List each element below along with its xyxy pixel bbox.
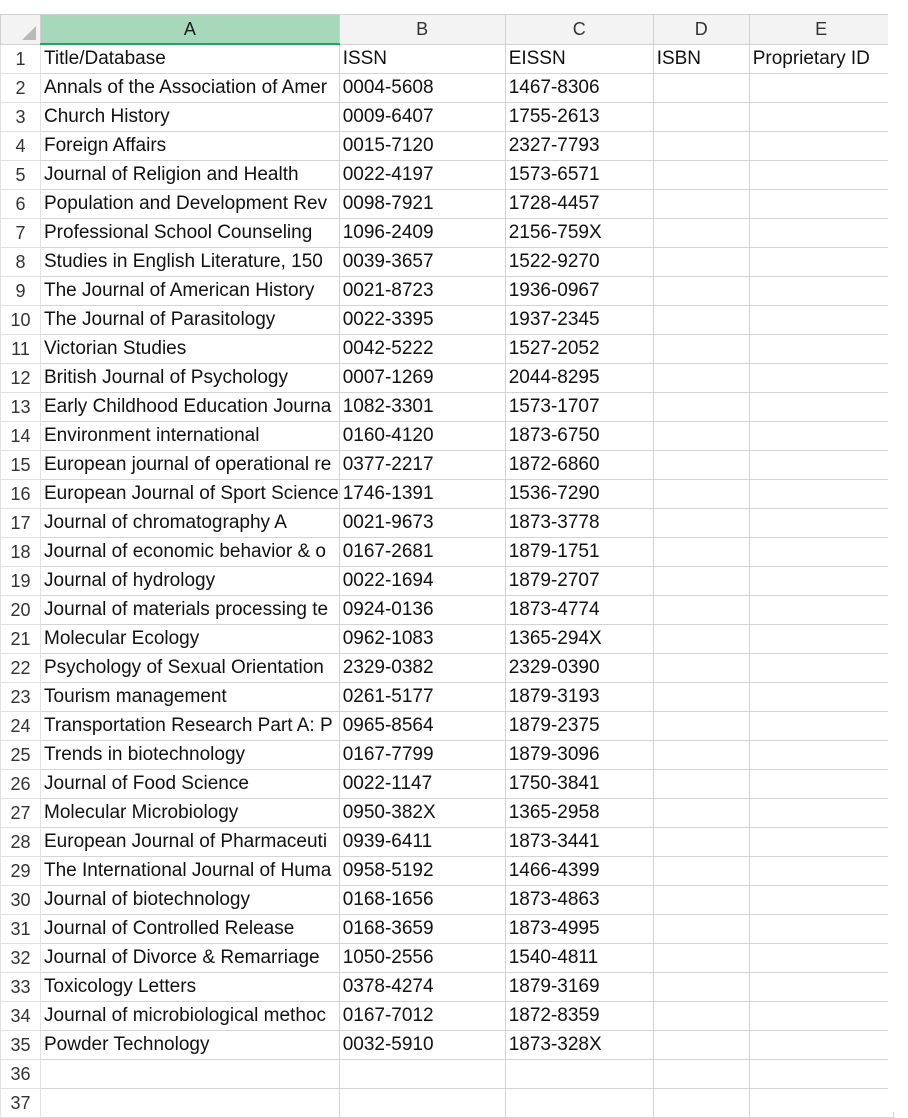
cell-e7[interactable] (749, 219, 893, 248)
cell-a15[interactable]: European journal of operational re (41, 451, 340, 480)
cell-d5[interactable] (653, 161, 749, 190)
cell-c37[interactable] (505, 1089, 653, 1118)
cell-b21[interactable]: 0962-1083 (339, 625, 505, 654)
cell-c18[interactable]: 1879-1751 (505, 538, 653, 567)
cell-c17[interactable]: 1873-3778 (505, 509, 653, 538)
cell-b4[interactable]: 0015-7120 (339, 132, 505, 161)
cell-a22[interactable]: Psychology of Sexual Orientation (41, 654, 340, 683)
cell-a11[interactable]: Victorian Studies (41, 335, 340, 364)
table-row (1, 973, 894, 1002)
cell-a35[interactable]: Powder Technology (41, 1031, 340, 1060)
table-row (1, 190, 894, 219)
cell-a7[interactable]: Professional School Counseling (41, 219, 340, 248)
cell-c8[interactable]: 1522-9270 (505, 248, 653, 277)
cell-c36[interactable] (505, 1060, 653, 1089)
cell-c4[interactable]: 2327-7793 (505, 132, 653, 161)
cell-b7[interactable]: 1096-2409 (339, 219, 505, 248)
cell-b8[interactable]: 0039-3657 (339, 248, 505, 277)
cell-c32[interactable]: 1540-4811 (505, 944, 653, 973)
table-row (1, 654, 894, 683)
cell-c7[interactable]: 2156-759X (505, 219, 653, 248)
cell-d27[interactable] (653, 799, 749, 828)
cell-e36[interactable] (749, 1060, 893, 1089)
cell-d13[interactable] (653, 393, 749, 422)
cell-c3[interactable]: 1755-2613 (505, 103, 653, 132)
cell-e9[interactable] (749, 277, 893, 306)
cell-e6[interactable] (749, 190, 893, 219)
table-row (1, 277, 894, 306)
cell-a25[interactable]: Trends in biotechnology (41, 741, 340, 770)
table-row (1, 306, 894, 335)
row-header[interactable]: 12 (1, 364, 41, 393)
cell-a12[interactable]: British Journal of Psychology (41, 364, 340, 393)
cell-d35[interactable] (653, 1031, 749, 1060)
row-header[interactable]: 11 (1, 335, 41, 364)
cell-a3[interactable]: Church History (41, 103, 340, 132)
cell-d9[interactable] (653, 277, 749, 306)
cell-e30[interactable] (749, 886, 893, 915)
cell-c31[interactable]: 1873-4995 (505, 915, 653, 944)
row-header[interactable]: 34 (1, 1002, 41, 1031)
cell-b15[interactable]: 0377-2217 (339, 451, 505, 480)
cell-e5[interactable] (749, 161, 893, 190)
cell-b24[interactable]: 0965-8564 (339, 712, 505, 741)
cell-d10[interactable] (653, 306, 749, 335)
cell-b37[interactable] (339, 1089, 505, 1118)
table-row (1, 596, 894, 625)
table-row (1, 799, 894, 828)
cell-b16[interactable]: 1746-1391 (339, 480, 505, 509)
cell-b6[interactable]: 0098-7921 (339, 190, 505, 219)
cell-c34[interactable]: 1872-8359 (505, 1002, 653, 1031)
row-header[interactable]: 22 (1, 654, 41, 683)
column-header-a[interactable]: A (41, 15, 340, 45)
cell-c2[interactable]: 1467-8306 (505, 74, 653, 103)
cell-a23[interactable]: Tourism management (41, 683, 340, 712)
cell-a27[interactable]: Molecular Microbiology (41, 799, 340, 828)
table-row (1, 567, 894, 596)
cell-a5[interactable]: Journal of Religion and Health (41, 161, 340, 190)
cell-c20[interactable]: 1873-4774 (505, 596, 653, 625)
cell-e22[interactable] (749, 654, 893, 683)
cell-b36[interactable] (339, 1060, 505, 1089)
cell-d32[interactable] (653, 944, 749, 973)
table-row (1, 741, 894, 770)
cell-e32[interactable] (749, 944, 893, 973)
cell-d26[interactable] (653, 770, 749, 799)
cell-e27[interactable] (749, 799, 893, 828)
cell-c19[interactable]: 1879-2707 (505, 567, 653, 596)
cell-e17[interactable] (749, 509, 893, 538)
table-row (1, 1089, 894, 1118)
row-header[interactable]: 14 (1, 422, 41, 451)
row-header[interactable]: 31 (1, 915, 41, 944)
row-header[interactable]: 25 (1, 741, 41, 770)
cell-a17[interactable]: Journal of chromatography A (41, 509, 340, 538)
cell-e3[interactable] (749, 103, 893, 132)
cell-b33[interactable]: 0378-4274 (339, 973, 505, 1002)
cell-b28[interactable]: 0939-6411 (339, 828, 505, 857)
cell-e13[interactable] (749, 393, 893, 422)
row-header[interactable]: 9 (1, 277, 41, 306)
cell-a29[interactable]: The International Journal of Huma (41, 857, 340, 886)
cell-e8[interactable] (749, 248, 893, 277)
cell-a6[interactable]: Population and Development Rev (41, 190, 340, 219)
row-header[interactable]: 28 (1, 828, 41, 857)
cell-d36[interactable] (653, 1060, 749, 1089)
cell-a34[interactable]: Journal of microbiological methoc (41, 1002, 340, 1031)
cell-b22[interactable]: 2329-0382 (339, 654, 505, 683)
cell-b14[interactable]: 0160-4120 (339, 422, 505, 451)
cell-b1[interactable]: ISSN (339, 44, 505, 74)
cell-b10[interactable]: 0022-3395 (339, 306, 505, 335)
cell-a10[interactable]: The Journal of Parasitology (41, 306, 340, 335)
cell-d14[interactable] (653, 422, 749, 451)
cell-c24[interactable]: 1879-2375 (505, 712, 653, 741)
cell-a20[interactable]: Journal of materials processing te (41, 596, 340, 625)
cell-d34[interactable] (653, 1002, 749, 1031)
cell-a30[interactable]: Journal of biotechnology (41, 886, 340, 915)
cell-e26[interactable] (749, 770, 893, 799)
cell-d3[interactable] (653, 103, 749, 132)
cell-e12[interactable] (749, 364, 893, 393)
cell-d29[interactable] (653, 857, 749, 886)
row-header[interactable]: 3 (1, 103, 41, 132)
table-row (1, 1031, 894, 1060)
cell-d8[interactable] (653, 248, 749, 277)
cell-d16[interactable] (653, 480, 749, 509)
cell-d7[interactable] (653, 219, 749, 248)
table-row (1, 915, 894, 944)
cell-d1[interactable]: ISBN (653, 44, 749, 74)
sheet-table (0, 14, 894, 1118)
row-header[interactable]: 23 (1, 683, 41, 712)
cell-d24[interactable] (653, 712, 749, 741)
row-header[interactable]: 2 (1, 74, 41, 103)
cell-e20[interactable] (749, 596, 893, 625)
table-row (1, 132, 894, 161)
cell-c14[interactable]: 1873-6750 (505, 422, 653, 451)
table-row (1, 248, 894, 277)
cell-c30[interactable]: 1873-4863 (505, 886, 653, 915)
row-header[interactable]: 8 (1, 248, 41, 277)
cell-a28[interactable]: European Journal of Pharmaceuti (41, 828, 340, 857)
table-row (1, 770, 894, 799)
cell-e33[interactable] (749, 973, 893, 1002)
cell-d33[interactable] (653, 973, 749, 1002)
cell-e19[interactable] (749, 567, 893, 596)
cell-e24[interactable] (749, 712, 893, 741)
cell-e10[interactable] (749, 306, 893, 335)
table-row (1, 712, 894, 741)
cell-c23[interactable]: 1879-3193 (505, 683, 653, 712)
row-header[interactable]: 32 (1, 944, 41, 973)
cell-d15[interactable] (653, 451, 749, 480)
cell-d23[interactable] (653, 683, 749, 712)
row-header[interactable]: 30 (1, 886, 41, 915)
row-header[interactable]: 15 (1, 451, 41, 480)
cell-e1[interactable]: Proprietary ID (749, 44, 893, 74)
table-row (1, 364, 894, 393)
row-header[interactable]: 37 (1, 1089, 41, 1118)
cell-d30[interactable] (653, 886, 749, 915)
cell-b29[interactable]: 0958-5192 (339, 857, 505, 886)
cell-c16[interactable]: 1536-7290 (505, 480, 653, 509)
cell-d19[interactable] (653, 567, 749, 596)
cell-d21[interactable] (653, 625, 749, 654)
cell-b32[interactable]: 1050-2556 (339, 944, 505, 973)
table-row (1, 103, 894, 132)
cell-c25[interactable]: 1879-3096 (505, 741, 653, 770)
table-row (1, 538, 894, 567)
cell-grid (0, 14, 908, 1112)
cell-b3[interactable]: 0009-6407 (339, 103, 505, 132)
cell-c10[interactable]: 1937-2345 (505, 306, 653, 335)
row-header[interactable]: 5 (1, 161, 41, 190)
row-header[interactable]: 6 (1, 190, 41, 219)
cell-b18[interactable]: 0167-2681 (339, 538, 505, 567)
cell-e11[interactable] (749, 335, 893, 364)
cell-d37[interactable] (653, 1089, 749, 1118)
row-header[interactable]: 27 (1, 799, 41, 828)
table-row (1, 44, 894, 74)
cell-c35[interactable]: 1873-328X (505, 1031, 653, 1060)
row-header[interactable]: 4 (1, 132, 41, 161)
cell-e28[interactable] (749, 828, 893, 857)
row-header[interactable]: 18 (1, 538, 41, 567)
cell-a18[interactable]: Journal of economic behavior & o (41, 538, 340, 567)
table-row (1, 886, 894, 915)
cell-e16[interactable] (749, 480, 893, 509)
cell-e31[interactable] (749, 915, 893, 944)
cell-c26[interactable]: 1750-3841 (505, 770, 653, 799)
cell-b27[interactable]: 0950-382X (339, 799, 505, 828)
cell-d18[interactable] (653, 538, 749, 567)
column-header-c[interactable]: C (505, 15, 653, 45)
row-header[interactable]: 13 (1, 393, 41, 422)
table-row (1, 625, 894, 654)
cell-d25[interactable] (653, 741, 749, 770)
cell-c9[interactable]: 1936-0967 (505, 277, 653, 306)
cell-e21[interactable] (749, 625, 893, 654)
cell-a14[interactable]: Environment international (41, 422, 340, 451)
cell-b35[interactable]: 0032-5910 (339, 1031, 505, 1060)
cell-c5[interactable]: 1573-6571 (505, 161, 653, 190)
cell-b23[interactable]: 0261-5177 (339, 683, 505, 712)
cell-d12[interactable] (653, 364, 749, 393)
cell-b9[interactable]: 0021-8723 (339, 277, 505, 306)
cell-b25[interactable]: 0167-7799 (339, 741, 505, 770)
cell-e15[interactable] (749, 451, 893, 480)
cell-d22[interactable] (653, 654, 749, 683)
sheet-edge (888, 14, 908, 1112)
cell-e34[interactable] (749, 1002, 893, 1031)
cell-a31[interactable]: Journal of Controlled Release (41, 915, 340, 944)
cell-a21[interactable]: Molecular Ecology (41, 625, 340, 654)
cell-c27[interactable]: 1365-2958 (505, 799, 653, 828)
cell-d17[interactable] (653, 509, 749, 538)
cell-e29[interactable] (749, 857, 893, 886)
table-row (1, 509, 894, 538)
cell-a2[interactable]: Annals of the Association of Amer (41, 74, 340, 103)
cell-d20[interactable] (653, 596, 749, 625)
cell-b20[interactable]: 0924-0136 (339, 596, 505, 625)
cell-c12[interactable]: 2044-8295 (505, 364, 653, 393)
select-all-corner[interactable] (1, 15, 41, 45)
cell-c33[interactable]: 1879-3169 (505, 973, 653, 1002)
row-header[interactable]: 24 (1, 712, 41, 741)
row-header[interactable]: 10 (1, 306, 41, 335)
row-header[interactable]: 1 (1, 44, 41, 74)
cell-e37[interactable] (749, 1089, 893, 1118)
cell-b17[interactable]: 0021-9673 (339, 509, 505, 538)
cell-c11[interactable]: 1527-2052 (505, 335, 653, 364)
column-header-row (1, 15, 894, 45)
cell-e14[interactable] (749, 422, 893, 451)
table-row (1, 1002, 894, 1031)
row-header[interactable]: 36 (1, 1060, 41, 1089)
table-row (1, 857, 894, 886)
column-header-b[interactable]: B (339, 15, 505, 45)
cell-d6[interactable] (653, 190, 749, 219)
cell-e18[interactable] (749, 538, 893, 567)
table-row (1, 335, 894, 364)
table-row (1, 828, 894, 857)
cell-c13[interactable]: 1573-1707 (505, 393, 653, 422)
cell-d11[interactable] (653, 335, 749, 364)
cell-e4[interactable] (749, 132, 893, 161)
row-header[interactable]: 17 (1, 509, 41, 538)
cell-a8[interactable]: Studies in English Literature, 150 (41, 248, 340, 277)
cell-a24[interactable]: Transportation Research Part A: P (41, 712, 340, 741)
table-row (1, 161, 894, 190)
table-row (1, 1060, 894, 1089)
cell-b13[interactable]: 1082-3301 (339, 393, 505, 422)
table-row (1, 74, 894, 103)
table-row (1, 393, 894, 422)
cell-a26[interactable]: Journal of Food Science (41, 770, 340, 799)
cell-e25[interactable] (749, 741, 893, 770)
cell-a37[interactable] (41, 1089, 340, 1118)
cell-a36[interactable] (41, 1060, 340, 1089)
cell-b11[interactable]: 0042-5222 (339, 335, 505, 364)
cell-b26[interactable]: 0022-1147 (339, 770, 505, 799)
cell-a32[interactable]: Journal of Divorce & Remarriage (41, 944, 340, 973)
cell-c22[interactable]: 2329-0390 (505, 654, 653, 683)
cell-a16[interactable]: European Journal of Sport Science (41, 480, 340, 509)
cell-d31[interactable] (653, 915, 749, 944)
table-row (1, 422, 894, 451)
cell-d4[interactable] (653, 132, 749, 161)
cell-a33[interactable]: Toxicology Letters (41, 973, 340, 1002)
row-header[interactable]: 19 (1, 567, 41, 596)
row-header[interactable]: 7 (1, 219, 41, 248)
cell-a9[interactable]: The Journal of American History (41, 277, 340, 306)
row-header[interactable]: 26 (1, 770, 41, 799)
cell-a19[interactable]: Journal of hydrology (41, 567, 340, 596)
row-header[interactable]: 16 (1, 480, 41, 509)
row-header[interactable]: 29 (1, 857, 41, 886)
cell-c6[interactable]: 1728-4457 (505, 190, 653, 219)
row-header[interactable]: 21 (1, 625, 41, 654)
table-row (1, 944, 894, 973)
cell-b2[interactable]: 0004-5608 (339, 74, 505, 103)
cell-a4[interactable]: Foreign Affairs (41, 132, 340, 161)
row-header[interactable]: 20 (1, 596, 41, 625)
cell-e2[interactable] (749, 74, 893, 103)
table-row (1, 219, 894, 248)
cell-d2[interactable] (653, 74, 749, 103)
cell-b5[interactable]: 0022-4197 (339, 161, 505, 190)
row-header[interactable]: 35 (1, 1031, 41, 1060)
cell-b12[interactable]: 0007-1269 (339, 364, 505, 393)
table-row (1, 683, 894, 712)
table-row (1, 451, 894, 480)
cell-b31[interactable]: 0168-3659 (339, 915, 505, 944)
cell-e35[interactable] (749, 1031, 893, 1060)
column-header-e[interactable]: E (749, 15, 893, 45)
row-header[interactable]: 33 (1, 973, 41, 1002)
cell-c29[interactable]: 1466-4399 (505, 857, 653, 886)
cell-e23[interactable] (749, 683, 893, 712)
cell-d28[interactable] (653, 828, 749, 857)
column-header-d[interactable]: D (653, 15, 749, 45)
cell-a13[interactable]: Early Childhood Education Journa (41, 393, 340, 422)
table-row (1, 480, 894, 509)
cell-c1[interactable]: EISSN (505, 44, 653, 74)
cell-c15[interactable]: 1872-6860 (505, 451, 653, 480)
cell-c28[interactable]: 1873-3441 (505, 828, 653, 857)
cell-c21[interactable]: 1365-294X (505, 625, 653, 654)
cell-b19[interactable]: 0022-1694 (339, 567, 505, 596)
cell-b34[interactable]: 0167-7012 (339, 1002, 505, 1031)
cell-a1[interactable]: Title/Database (41, 44, 340, 74)
cell-b30[interactable]: 0168-1656 (339, 886, 505, 915)
